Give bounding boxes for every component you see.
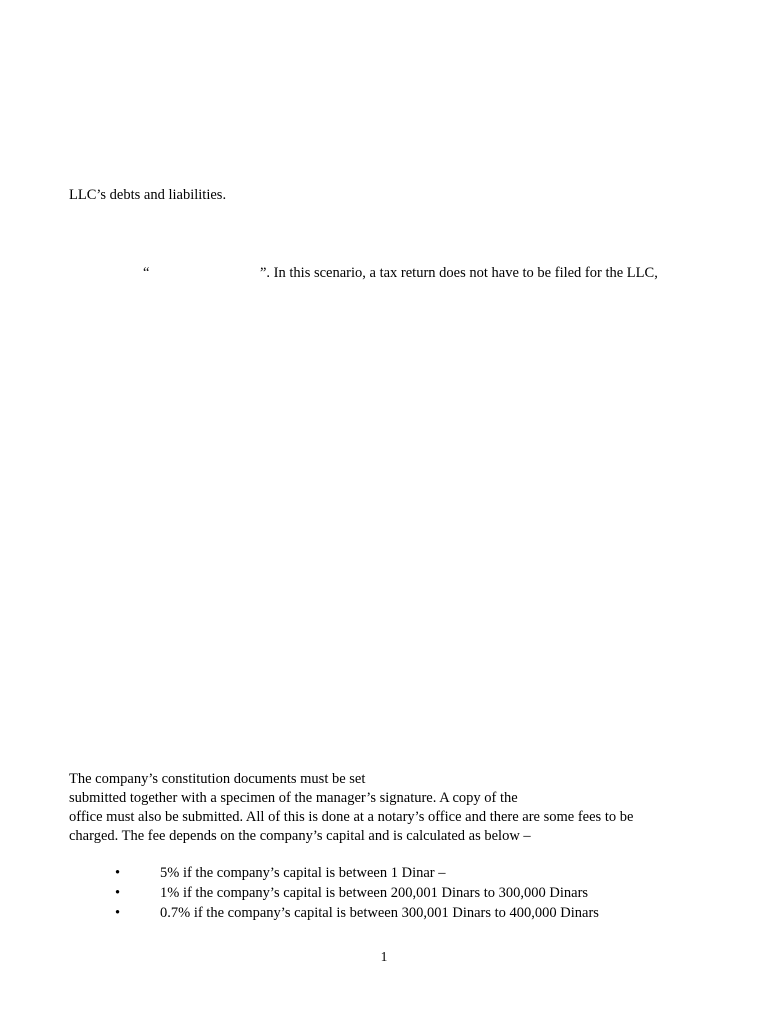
list-item-text: 1% if the company’s capital is between 200,001 Dinars to 300,000 Dinars [160, 885, 589, 901]
bullet-icon: • [115, 865, 121, 881]
text-line: LLC’s debts and liabilities. [69, 187, 227, 203]
bullet-icon: • [115, 885, 121, 901]
list-item [0, 884, 768, 904]
page-number: 1 [380, 949, 388, 964]
bullet-icon: • [115, 905, 121, 921]
paragraph-line: The company’s constitution documents must be set [69, 771, 366, 787]
paragraph-line: office must also be submitted. All of this is done at a notary’s office and there are some fees to be [69, 809, 634, 825]
paragraph-line: charged. The fee depends on the company’s capital and is calculated as below – [69, 828, 531, 844]
text-line: ”. In this scenario, a tax return does not have to be filed for the LLC, [260, 265, 658, 281]
paragraph-line: submitted together with a specimen of the manager’s signature. A copy of the [69, 790, 518, 806]
fee-paragraph [69, 770, 709, 846]
open-quote: “ [143, 265, 150, 281]
fee-bullet-list [0, 864, 768, 924]
list-item-text: 5% if the company’s capital is between 1 Dinar – [160, 865, 446, 881]
list-item-text: 0.7% if the company’s capital is between 300,001 Dinars to 400,000 Dinars [160, 905, 599, 921]
list-item [0, 864, 768, 884]
list-item [0, 904, 768, 924]
